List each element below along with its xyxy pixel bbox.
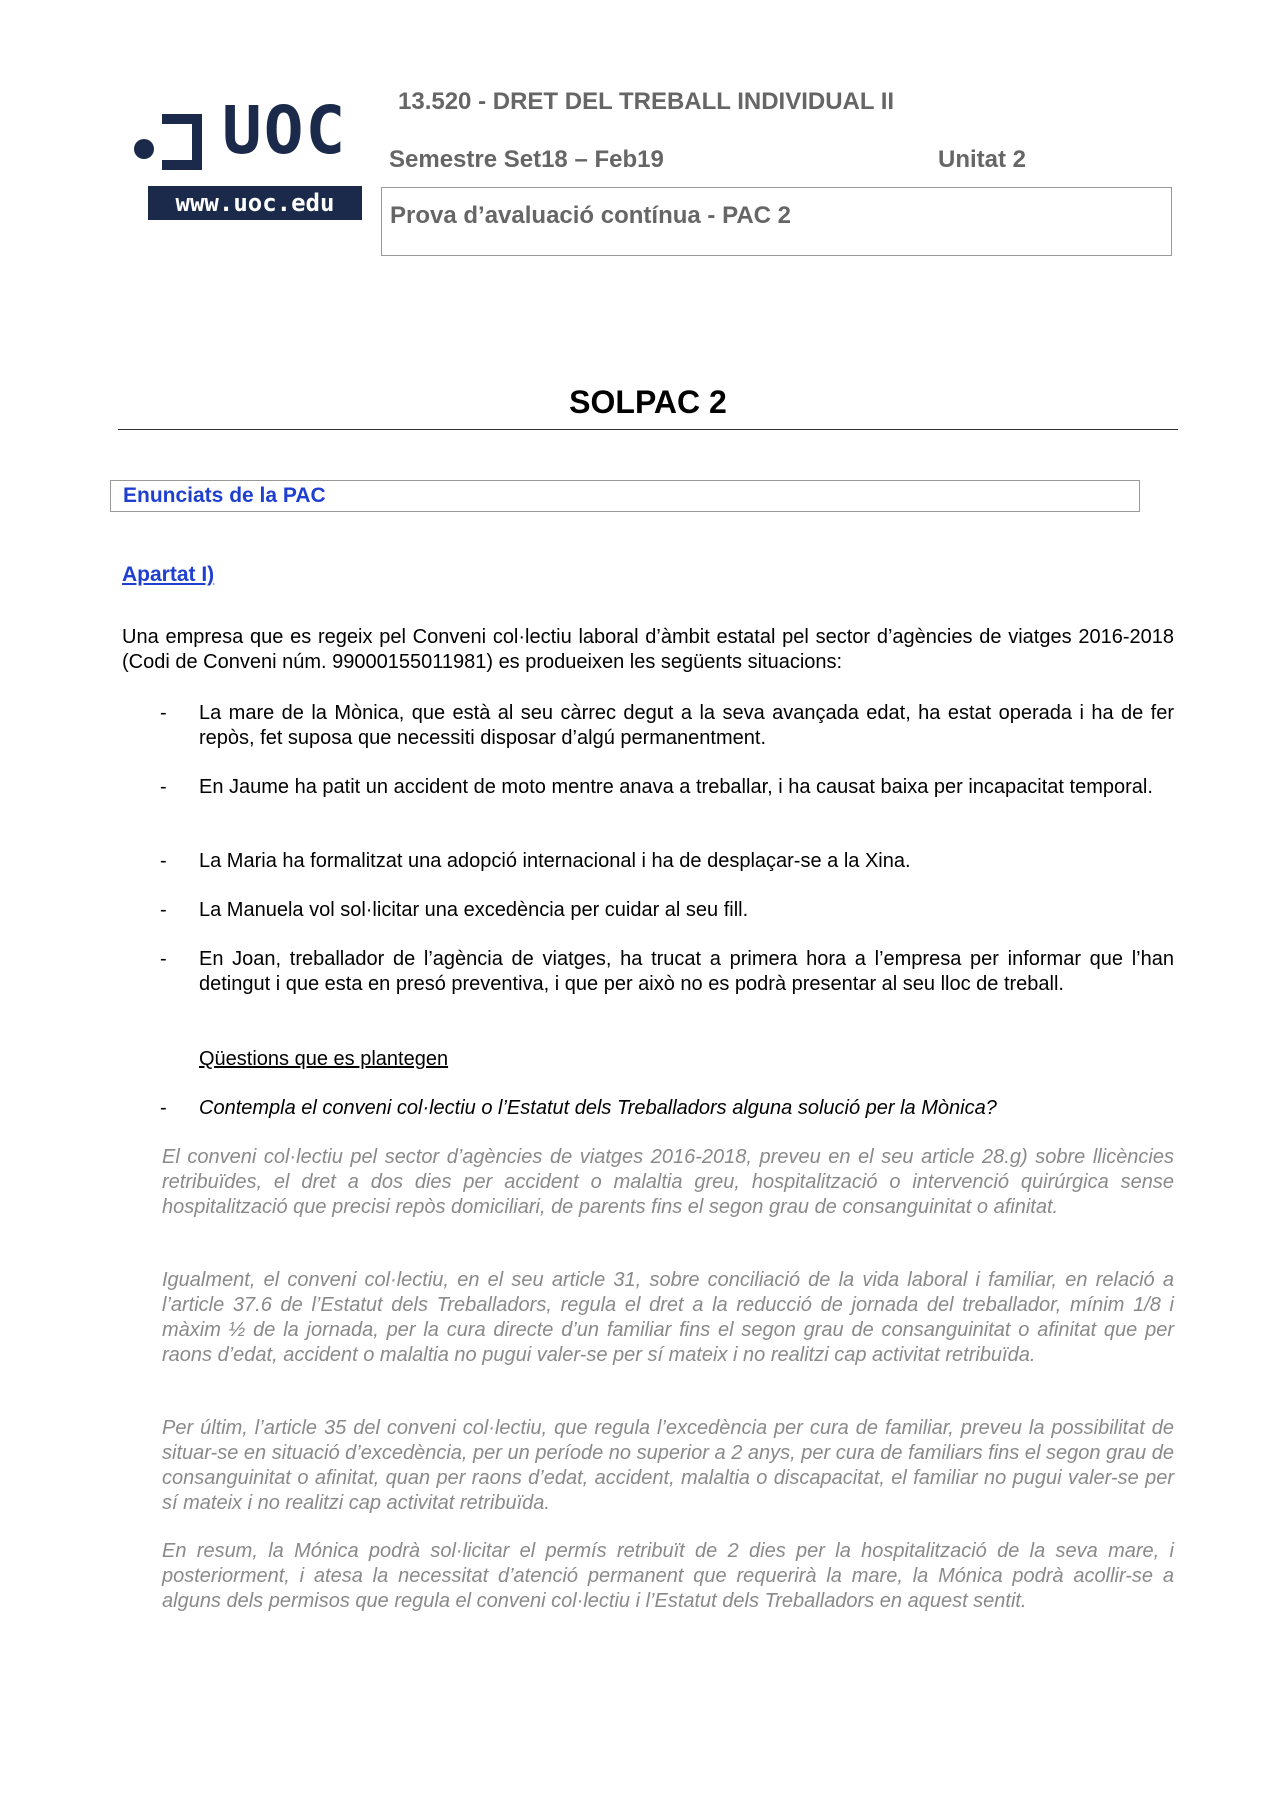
bullet-dash: - xyxy=(160,850,167,872)
intro-paragraph: Una empresa que es regeix pel Conveni col·lectiu laboral d’àmbit estatal pel sector d’agències de viatges 2016-2018 (Codi de Conveni núm. 99000155011981) es produeixen les següents situacions: xyxy=(122,626,1174,673)
question-item: Contempla el conveni col·lectiu o l’Estatut dels Treballadors alguna solució per la Mònica? xyxy=(199,1097,997,1119)
situation-item: En Joan, treballador de l’agència de viatges, ha trucat a primera hora a l’empresa per informar que l’han detingut i que esta en presó preventiva, i que per això no es podrà presentar al seu lloc de treball. xyxy=(199,948,1174,995)
pac-box xyxy=(381,187,1172,256)
apartat-heading: Apartat I) xyxy=(122,563,215,586)
answer-paragraph: El conveni col·lectiu pel sector d’agències de viatges 2016-2018, preveu en el seu article 28.g) sobre llicències retribuïdes, el dret a dos dies per accident o malaltia greu, hospitalització o intervenció quirúrgica sense hospitalització que precisi repòs domiciliari, de parents fins el segon grau de consanguinitat o afinitat. xyxy=(162,1146,1174,1218)
section-box xyxy=(110,480,1140,512)
situation-item: La Maria ha formalitzat una adopció internacional i ha de desplaçar-se a la Xina. xyxy=(199,850,911,872)
answer-paragraph: Igualment, el conveni col·lectiu, en el seu article 31, sobre conciliació de la vida laboral i familiar, en relació a l’article 37.6 de l’Estatut dels Treballadors, regula el dret a la reducció de jornada del treballador, mínim 1/8 i màxim ½ de la jornada, per la cura directe d’un familiar fins el segon grau de consanguinitat o afinitat que per raons d’edat, accident o malaltia no pugui valer-se per sí mateix i no realitzi cap activitat retribuïda. xyxy=(162,1269,1174,1366)
answer-paragraph: En resum, la Mónica podrà sol·licitar el permís retribuït de 2 dies per la hospitalització de la seva mare, i posteriorment, i atesa la necessitat d’atenció permanent que requerirà la mare, la Mónica podrà acollir-se a alguns dels permisos que regula el conveni col·lectiu i l’Estatut dels Treballadors en aquest sentit. xyxy=(162,1540,1174,1612)
situation-item: La Manuela vol sol·licitar una excedència per cuidar al seu fill. xyxy=(199,899,749,921)
bullet-dash: - xyxy=(160,899,167,921)
section-label: Enunciats de la PAC xyxy=(123,484,326,507)
logo-bracket xyxy=(162,114,202,170)
questions-heading: Qüestions que es plantegen xyxy=(199,1048,449,1070)
logo-url: www.uoc.edu xyxy=(148,186,362,220)
bullet-dash: - xyxy=(160,1097,167,1119)
bullet-dash: - xyxy=(160,776,167,798)
title-rule xyxy=(118,429,1178,430)
uoc-logo xyxy=(130,92,362,226)
semester-label: Semestre Set18 – Feb19 xyxy=(389,146,664,173)
course-title: 13.520 - DRET DEL TREBALL INDIVIDUAL II xyxy=(398,88,895,115)
situation-item: La mare de la Mònica, que està al seu càrrec degut a la seva avançada edat, ha estat operada i ha de fer repòs, fet suposa que necessiti disposar d’algú permanentment. xyxy=(199,702,1174,749)
logo-dot xyxy=(134,139,154,159)
logo-word: UOC xyxy=(222,92,348,169)
answer-paragraph: Per últim, l’article 35 del conveni col·lectiu, que regula l’excedència per cura de familiar, preveu la possibilitat de situar-se en situació d’excedència, per un període no superior a 2 anys, per cura de familiars fins el segon grau de consanguinitat o afinitat, quan per raons d’edat, accident, malaltia o discapacitat, el familiar no pugui valer-se per sí mateix i no realitzi cap activitat retribuïda. xyxy=(162,1417,1174,1514)
bullet-dash: - xyxy=(160,702,167,724)
page-title: SOLPAC 2 xyxy=(569,384,727,420)
unit-label: Unitat 2 xyxy=(938,146,1027,173)
bullet-dash: - xyxy=(160,948,167,970)
situation-item: En Jaume ha patit un accident de moto mentre anava a treballar, i ha causat baixa per incapacitat temporal. xyxy=(199,776,1153,798)
pac-label: Prova d’avaluació contínua - PAC 2 xyxy=(390,202,791,229)
